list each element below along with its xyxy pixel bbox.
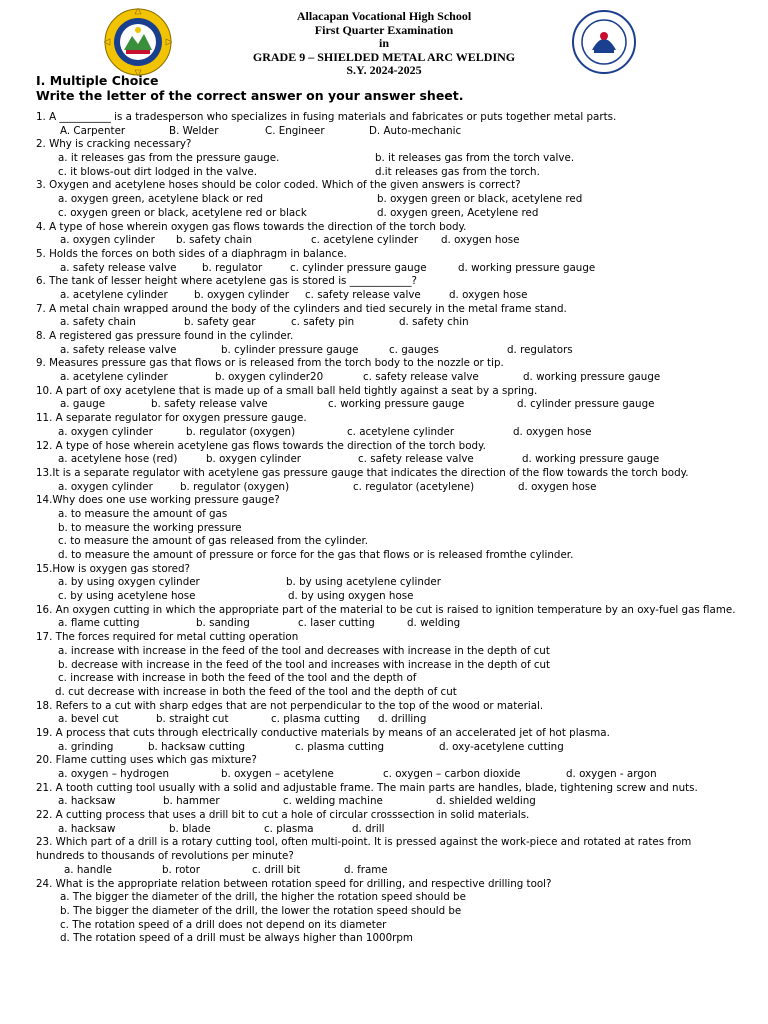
- question-text: 8. A registered gas pressure found in the cylinder.: [36, 330, 294, 342]
- option: c. welding machine: [283, 795, 383, 808]
- option: d. safety chin: [399, 316, 469, 329]
- option: a. by using oxygen cylinder: [58, 576, 200, 589]
- option: c. increase with increase in both the feed of the tool and the depth of: [58, 672, 417, 685]
- question-text: 2. Why is cracking necessary?: [36, 138, 192, 151]
- option: c. oxygen – carbon dioxide: [383, 768, 521, 781]
- option: c. safety release valve: [358, 453, 474, 466]
- options-row: [36, 207, 736, 221]
- options-row: [36, 823, 736, 837]
- question-text: 1. A __________ is a tradesperson who specializes in fusing materials and fabricates or puts together metal parts.: [36, 111, 617, 123]
- options-row: [36, 152, 736, 166]
- options-row: [36, 234, 736, 248]
- option: a. handle: [64, 863, 112, 876]
- option: b. sanding: [196, 617, 250, 630]
- option: d. working pressure gauge: [522, 453, 660, 466]
- options-row: [36, 645, 736, 659]
- option: a. to measure the amount of gas: [58, 507, 228, 520]
- options-row: [36, 481, 736, 495]
- question-text: 24. What is the appropriate relation between rotation speed for drilling, and respective drilling tool?: [36, 877, 552, 890]
- options-row: [36, 713, 736, 727]
- option: c. by using acetylene hose: [58, 590, 196, 603]
- options-row: [36, 166, 736, 180]
- option: a. oxygen green, acetylene black or red: [58, 193, 264, 206]
- options-row: [36, 535, 736, 549]
- option: b. safety gear: [184, 316, 256, 329]
- option: d. oxygen green, Acetylene red: [377, 206, 539, 219]
- option: a. flame cutting: [58, 617, 140, 630]
- option: b. cylinder pressure gauge: [221, 343, 359, 356]
- option: d. oxygen hose: [513, 425, 592, 438]
- options-row: [36, 262, 736, 276]
- option: c. safety release valve: [363, 371, 479, 384]
- option: a. oxygen cylinder: [60, 234, 155, 247]
- option: c. acetylene cylinder: [347, 425, 455, 438]
- option: d. working pressure gauge: [523, 371, 661, 384]
- question-text: 23. Which part of a drill is a rotary cutting tool, often multi-point. It is pressed against the work-piece and rotated at rates from hundreds to thousands of revolutions per minute?: [36, 836, 692, 863]
- option: a. increase with increase in the feed of the tool and decreases with increase in the depth of cut: [58, 644, 550, 657]
- option: a. safety release valve: [60, 261, 177, 274]
- option: d. oxygen - argon: [566, 768, 657, 781]
- option: c. oxygen green or black, acetylene red or black: [58, 206, 307, 219]
- option: a. bevel cut: [58, 713, 119, 726]
- option: b. regulator: [202, 261, 263, 274]
- option: b. oxygen cylinder20: [215, 371, 324, 384]
- option: b. hacksaw cutting: [148, 740, 246, 753]
- option: c. The rotation speed of a drill does not depend on its diameter: [60, 918, 387, 931]
- option: a. hacksaw: [58, 795, 116, 808]
- option: a. safety chain: [60, 316, 136, 329]
- options-row: [36, 522, 736, 536]
- options-row: [36, 659, 736, 673]
- option: b. oxygen cylinder: [206, 453, 302, 466]
- question-text: 18. Refers to a cut with sharp edges that are not perpendicular to the top of the wood or material.: [36, 699, 544, 712]
- school-name: Allacapan Vocational High School: [296, 9, 472, 23]
- question-text: 22. A cutting process that uses a drill bit to cut a hole of circular crosssection in solid materials.: [36, 809, 530, 822]
- options-row: [36, 508, 736, 522]
- section-instruction: Write the letter of the correct answer on your answer sheet.: [36, 88, 464, 103]
- option: d. drilling: [378, 713, 427, 726]
- subject-title: GRADE 9 – SHIELDED METAL ARC WELDING: [252, 49, 516, 64]
- option: a. acetylene cylinder: [60, 288, 168, 301]
- option: c. it blows-out dirt lodged in the valve.: [58, 165, 258, 178]
- option: a. oxygen – hydrogen: [58, 768, 169, 781]
- options-row: [36, 576, 736, 590]
- question-text: 11. A separate regulator for oxygen pressure gauge.: [36, 412, 307, 425]
- question-text: 10. A part of oxy acetylene that is made up of a small ball held tightly against a seat by a spring.: [36, 384, 538, 397]
- question-text: 7. A metal chain wrapped around the body of the cylinders and tied securely in the metal frame stand.: [36, 302, 567, 315]
- options-row: [36, 289, 736, 303]
- options-row: [36, 193, 736, 207]
- option: b. by using acetylene cylinder: [286, 576, 441, 589]
- options-row: [36, 549, 736, 563]
- question-text: 13.It is a separate regulator with acetylene gas pressure gauge that indicates the direction of the flow towards the torch body.: [36, 466, 689, 479]
- question-text: 3. Oxygen and acetylene hoses should be color coded. Which of the given answers is correct?: [36, 179, 521, 192]
- option: b. oxygen cylinder: [194, 288, 290, 301]
- option: a. oxygen cylinder: [58, 425, 153, 438]
- option: c. safety release valve: [305, 288, 421, 301]
- in-label: in: [378, 36, 389, 50]
- option: b. The bigger the diameter of the drill, the lower the rotation speed should be: [60, 904, 462, 917]
- option: B. Welder: [169, 124, 219, 137]
- option: d. frame: [344, 863, 388, 876]
- options-row: [36, 426, 736, 440]
- section-title: I. Multiple Choice: [36, 73, 159, 88]
- option: d. to measure the amount of pressure or force for the gas that flows or is released fromthe cylinder.: [58, 549, 574, 562]
- option: d. oxy-acetylene cutting: [439, 740, 564, 753]
- option: c. safety pin: [291, 316, 355, 329]
- question-text: 21. A tooth cutting tool usually with a solid and adjustable frame. The main parts are handles, blade, tightening screw and nuts.: [36, 781, 698, 794]
- options-row: [36, 795, 736, 809]
- options-row: [36, 864, 736, 878]
- option: d. by using oxygen hose: [288, 590, 414, 603]
- options-row: [36, 919, 736, 933]
- option: a. acetylene hose (red): [58, 453, 178, 466]
- question-text: 12. A type of hose wherein acetylene gas flows towards the direction of the torch body.: [36, 439, 486, 452]
- school-year: S.Y. 2024-2025: [346, 63, 422, 77]
- options-row: [36, 316, 736, 330]
- option: b. regulator (oxygen): [186, 425, 296, 438]
- exam-title: First Quarter Examination: [314, 22, 454, 37]
- option: d. oxygen hose: [518, 480, 597, 493]
- option: d. working pressure gauge: [458, 261, 596, 274]
- questions-list: [36, 111, 736, 946]
- option: c. gauges: [389, 343, 439, 356]
- option: b. regulator (oxygen): [180, 480, 290, 493]
- option: d. cut decrease with increase in both the feed of the tool and the depth of cut: [55, 685, 457, 698]
- option: b. oxygen green or black, acetylene red: [377, 193, 583, 206]
- question-text: 15.How is oxygen gas stored?: [36, 562, 190, 575]
- question-text: 20. Flame cutting uses which gas mixture?: [36, 754, 257, 767]
- option: c. laser cutting: [298, 617, 375, 630]
- option: b. straight cut: [156, 713, 229, 726]
- option: a. grinding: [58, 740, 114, 753]
- option: d. shielded welding: [436, 795, 536, 808]
- question-text: 6. The tank of lesser height where acetylene gas is stored is ____________?: [36, 275, 417, 288]
- option: b. hammer: [163, 795, 220, 808]
- options-row: [36, 891, 736, 905]
- question-text: 9. Measures pressure gas that flows or is released from the torch body to the nozzle or tip.: [36, 357, 504, 370]
- options-row: [36, 905, 736, 919]
- option: c. to measure the amount of gas released from the cylinder.: [58, 535, 369, 548]
- option: b. oxygen – acetylene: [221, 768, 334, 781]
- options-row: [36, 453, 736, 467]
- options-row: [36, 741, 736, 755]
- options-row: [36, 371, 736, 385]
- option: d. regulators: [507, 343, 573, 356]
- options-row: [36, 590, 736, 604]
- option: D. Auto-mechanic: [369, 124, 462, 137]
- option: b. safety release valve: [151, 398, 268, 411]
- question-text: 14.Why does one use working pressure gauge?: [36, 494, 280, 507]
- option: A. Carpenter: [60, 124, 126, 137]
- option: d. cylinder pressure gauge: [517, 398, 655, 411]
- option: d.it releases gas from the torch.: [375, 165, 540, 178]
- option: c. drill bit: [252, 863, 301, 876]
- option: a. hacksaw: [58, 822, 116, 835]
- option: b. blade: [169, 822, 211, 835]
- option: d. oxygen hose: [441, 234, 520, 247]
- question-text: 16. An oxygen cutting in which the appropriate part of the material to be cut is raised to ignition temperature by an oxy-fuel gas flame.: [36, 603, 736, 616]
- question-text: 5. Holds the forces on both sides of a diaphragm in balance.: [36, 247, 347, 260]
- option: c. plasma cutting: [295, 740, 385, 753]
- question-text: 17. The forces required for metal cutting operation: [36, 631, 299, 644]
- option: b. it releases gas from the torch valve.: [375, 152, 575, 165]
- options-row: [36, 125, 736, 139]
- option: a. oxygen cylinder: [58, 480, 153, 493]
- options-row: [36, 672, 736, 686]
- option: a. The bigger the diameter of the drill, the higher the rotation speed should be: [60, 891, 466, 904]
- options-row: [36, 686, 736, 700]
- option: c. plasma: [264, 822, 314, 835]
- option: C. Engineer: [265, 124, 325, 137]
- question-text: 4. A type of hose wherein oxygen gas flows towards the direction of the torch body.: [36, 220, 467, 233]
- option: a. it releases gas from the pressure gauge.: [58, 152, 280, 165]
- option: c. working pressure gauge: [328, 398, 465, 411]
- option: a. acetylene cylinder: [60, 371, 168, 384]
- options-row: [36, 768, 736, 782]
- options-row: [36, 344, 736, 358]
- options-row: [36, 932, 736, 946]
- option: c. cylinder pressure gauge: [290, 261, 427, 274]
- option: c. regulator (acetylene): [353, 480, 475, 493]
- option: b. to measure the working pressure: [58, 521, 242, 534]
- option: b. safety chain: [176, 234, 253, 247]
- option: b. rotor: [162, 863, 200, 876]
- option: a. gauge: [60, 398, 106, 411]
- option: d. The rotation speed of a drill must be always higher than 1000rpm: [60, 932, 413, 945]
- option: c. plasma cutting: [271, 713, 361, 726]
- options-row: [36, 398, 736, 412]
- options-row: [36, 617, 736, 631]
- option: d. oxygen hose: [449, 288, 528, 301]
- option: b. decrease with increase in the feed of the tool and increases with increase in the depth of cut: [58, 658, 551, 671]
- option: a. safety release valve: [60, 343, 177, 356]
- question-text: 19. A process that cuts through electrically conductive materials by means of an accelerated jet of hot plasma.: [36, 726, 610, 739]
- option: d. welding: [407, 617, 461, 630]
- option: c. acetylene cylinder: [311, 234, 419, 247]
- option: d. drill: [352, 822, 385, 835]
